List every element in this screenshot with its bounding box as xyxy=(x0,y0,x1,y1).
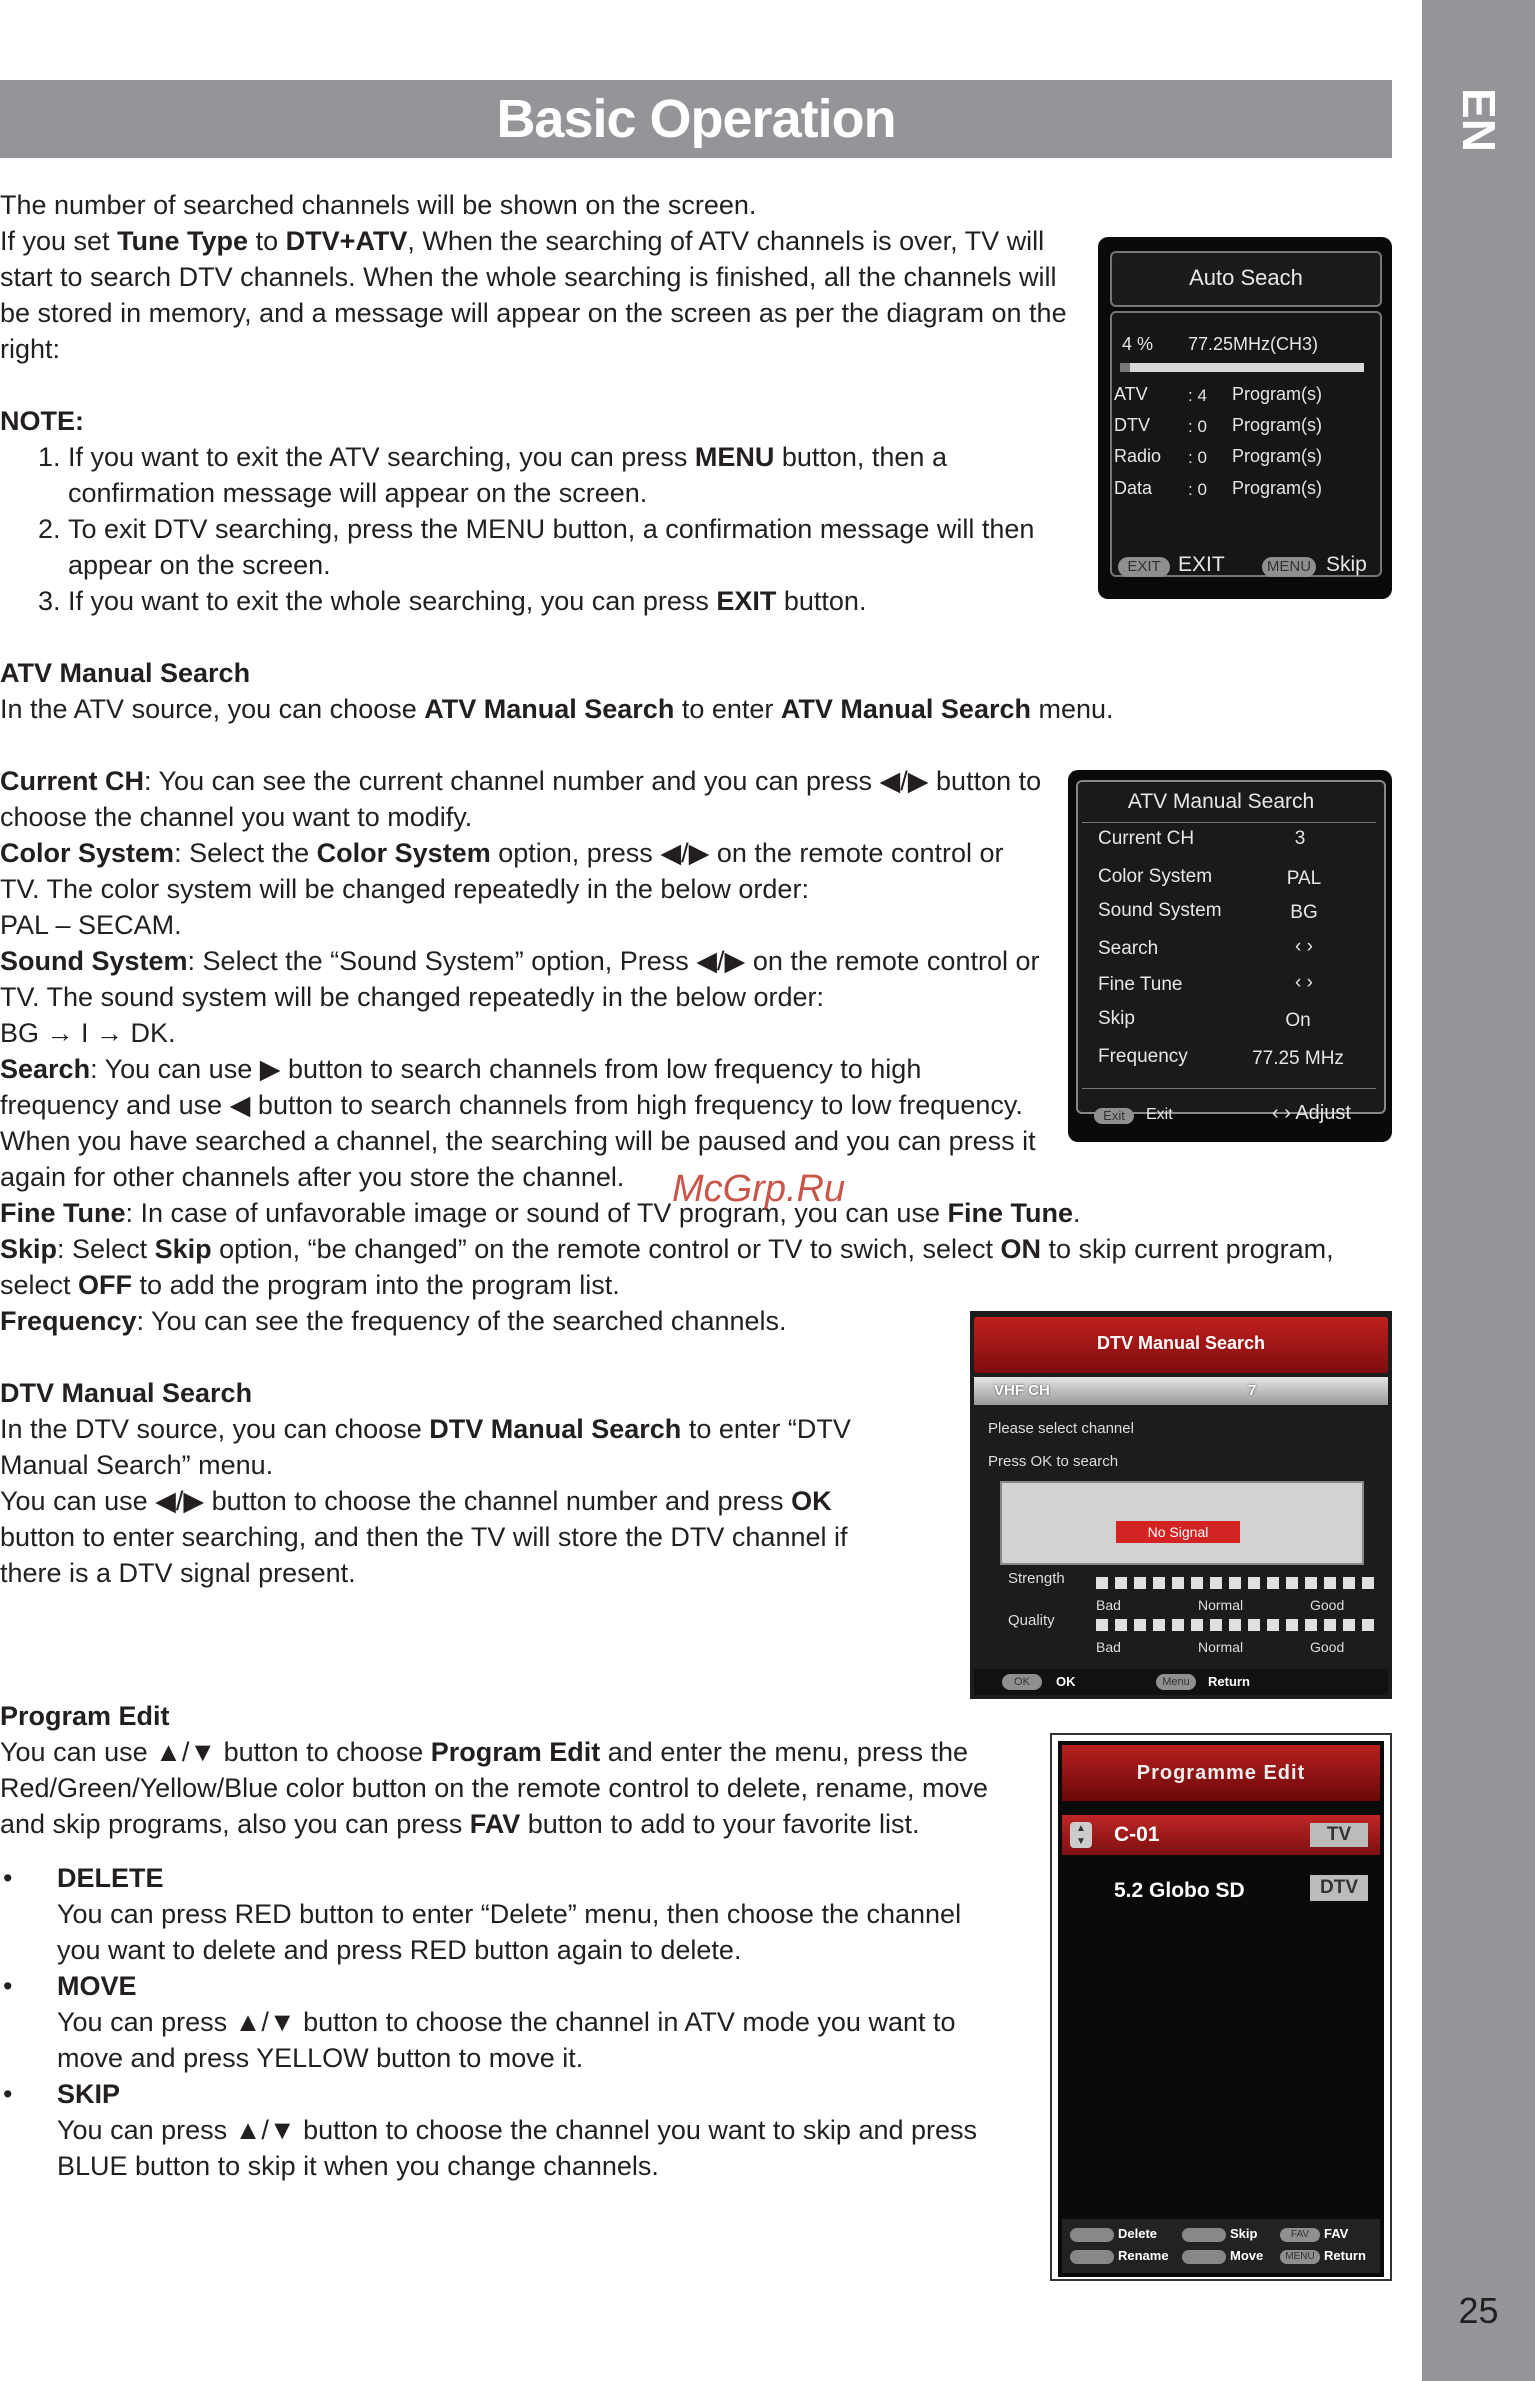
menu-key-icon[interactable]: Menu xyxy=(1156,1674,1196,1690)
bullet-delete: • DELETE You can press RED button to enter “Delete” menu, then choose the channel you want to delete and press RED button again to delete. xyxy=(3,1863,962,1965)
blue-key-icon[interactable] xyxy=(1182,2228,1226,2242)
exit-key-icon[interactable]: Exit xyxy=(1094,1108,1134,1124)
channel-value: 7 xyxy=(1248,1382,1257,1399)
intro-p1: The number of searched channels will be shown on the screen. xyxy=(0,190,757,220)
intro-p2: If you set Tune Type to DTV+ATV, When the searching of ATV channels is over, TV will start to search DTV channels. When the whole searching is finished, all the channels will be stored in memory, and a message will appear on the screen as per the diagram on the right: xyxy=(0,226,1067,364)
osd-title: ATV Manual Search xyxy=(1127,790,1315,813)
bullet-skip: • SKIP You can press ▲/▼ button to choose the channel you want to skip and press BLUE button to skip it when you change channels. xyxy=(3,2079,978,2181)
quality-meter xyxy=(1096,1619,1374,1631)
row-label: ATV xyxy=(1114,384,1148,404)
dtv-msg-select: Please select channel xyxy=(988,1420,1134,1437)
row-label: Data xyxy=(1114,478,1153,498)
osd-dtv-manual-search xyxy=(970,1311,1392,1699)
note-item: 3. If you want to exit the whole searching, you can press EXIT button. xyxy=(68,583,1090,619)
channel-tag-tv: TV xyxy=(1310,1823,1368,1847)
rename-label: Rename xyxy=(1118,2248,1169,2263)
atv-row-value: 3 xyxy=(1294,828,1306,849)
strength-label: Strength xyxy=(1008,1570,1065,1587)
no-signal-badge: No Signal xyxy=(1116,1521,1240,1543)
atv-p1: In the ATV source, you can choose ATV Manual Search to enter ATV Manual Search menu. xyxy=(0,694,1114,724)
language-tab: EN xyxy=(1452,88,1505,152)
search-percent: 4 % xyxy=(1122,334,1154,354)
atv-sound-order: BG → I → DK. xyxy=(0,1018,176,1048)
atv-current-ch: Current CH: You can see the current channel number and you can press ◀/▶ button to choose the channel you want to modify. xyxy=(0,766,1042,832)
dtv-p1: In the DTV source, you can choose DTV Manual Search to enter “DTV Manual Search” menu. xyxy=(0,1414,851,1480)
strength-meter xyxy=(1096,1577,1374,1589)
atv-color-system: Color System: Select the Color System option, press ◀/▶ on the remote control or TV. The color system will be changed repeatedly in the below order: xyxy=(0,838,1004,904)
note-list xyxy=(0,439,1090,619)
atv-row-label: Current CH xyxy=(1098,828,1195,849)
return-label: Return xyxy=(1208,1674,1250,1689)
row-count: : 0 xyxy=(1188,417,1207,436)
prog-p1: You can use ▲/▼ button to choose Program Edit and enter the menu, press the Red/Green/Yellow/Blue color button on the remote control to delete, rename, move and skip programs, also you can press FAV button to add to your favorite list. xyxy=(0,1737,989,1839)
channel-tag-dtv: DTV xyxy=(1310,1875,1368,1901)
green-key-icon[interactable] xyxy=(1070,2250,1114,2264)
fav-label: FAV xyxy=(1324,2226,1349,2241)
menu-key-icon[interactable]: MENU xyxy=(1280,2250,1320,2264)
osd-title: Auto Seach xyxy=(1189,265,1303,290)
osd-atv-manual-search xyxy=(1068,770,1392,1142)
osd-title: DTV Manual Search xyxy=(1096,1333,1266,1353)
row-unit: Program(s) xyxy=(1232,478,1323,498)
divider xyxy=(1082,822,1376,823)
atv-sound-system: Sound System: Select the “Sound System” option, Press ◀/▶ on the remote control or TV. The sound system will be changed repeatedly in the below order: xyxy=(0,946,1040,1012)
row-count: : 4 xyxy=(1188,386,1207,405)
exit-label: Exit xyxy=(1146,1106,1173,1123)
atv-row-value: ‹ › xyxy=(1295,936,1313,957)
dtv-p2: You can use ◀/▶ button to choose the channel number and press OK button to enter searching, and then the TV will store the DTV channel if there is a DTV signal present. xyxy=(0,1486,848,1588)
atv-row-value: 77.25 MHz xyxy=(1252,1048,1344,1069)
adjust-label: ‹ › Adjust xyxy=(1272,1102,1351,1124)
ok-label: OK xyxy=(1056,1674,1076,1689)
osd-programme-edit xyxy=(1050,1733,1392,2281)
atv-row-label: Skip xyxy=(1098,1008,1135,1029)
row-unit: Program(s) xyxy=(1232,384,1323,404)
quality-bad: Bad xyxy=(1096,1639,1121,1655)
strength-good: Good xyxy=(1310,1597,1345,1613)
atv-skip: Skip: Select Skip option, “be changed” on the remote control or TV to swich, select ON to skip current program, select OFF to add the program into the program list. xyxy=(0,1234,1334,1300)
channel-name[interactable]: 5.2 Globo SD xyxy=(1114,1879,1245,1902)
return-label: Return xyxy=(1324,2248,1366,2263)
yellow-key-icon[interactable] xyxy=(1182,2250,1226,2264)
side-tab xyxy=(1422,0,1535,2381)
quality-label: Quality xyxy=(1008,1612,1055,1629)
atv-title: ATV Manual Search xyxy=(0,658,251,688)
quality-normal: Normal xyxy=(1198,1639,1244,1655)
atv-row-label: Sound System xyxy=(1098,900,1222,921)
atv-intro xyxy=(0,655,1160,727)
osd-title: Programme Edit xyxy=(1136,1762,1306,1784)
atv-row-value: On xyxy=(1285,1010,1311,1031)
fav-key-icon[interactable]: FAV xyxy=(1280,2228,1320,2242)
search-progress-track xyxy=(1120,363,1364,372)
atv-frequency: Frequency: You can see the frequency of the searched channels. xyxy=(0,1306,787,1336)
exit-key-icon[interactable]: EXIT xyxy=(1118,557,1170,577)
watermark: McGrp.Ru xyxy=(672,1168,846,1210)
atv-row-label: Fine Tune xyxy=(1098,974,1183,995)
page-number: 25 xyxy=(1458,2290,1499,2331)
dtv-title: DTV Manual Search xyxy=(0,1378,253,1408)
note-title: NOTE: xyxy=(0,406,84,436)
atv-row-label: Search xyxy=(1098,938,1159,959)
atv-row-value: BG xyxy=(1290,902,1318,923)
program-edit-block xyxy=(0,1698,1010,2184)
ok-key-icon[interactable]: OK xyxy=(1002,1674,1042,1690)
atv-search: Search: You can use ▶ button to search channels from low frequency to high frequency and use ◀ button to search channels from high frequency to low frequency. When you have searched a channel, the searching will be paused and you can press it again for other channels after you store the channel. xyxy=(0,1054,1036,1192)
row-unit: Program(s) xyxy=(1232,446,1323,466)
atv-row-value: ‹ › xyxy=(1295,972,1313,993)
osd-auto-search xyxy=(1098,237,1392,599)
red-key-icon[interactable] xyxy=(1070,2228,1114,2242)
row-label: DTV xyxy=(1114,415,1150,435)
row-count: : 0 xyxy=(1188,480,1207,499)
prog-title: Program Edit xyxy=(0,1701,170,1731)
skip-label: Skip xyxy=(1326,553,1367,576)
search-progress-fill xyxy=(1120,363,1130,372)
atv-row-value: PAL xyxy=(1286,868,1322,889)
atv-row-label: Frequency xyxy=(1098,1046,1188,1067)
exit-label: EXIT xyxy=(1178,553,1225,576)
divider xyxy=(1082,1088,1376,1089)
page-title: Basic Operation xyxy=(0,80,1392,158)
atv-color-order: PAL – SECAM. xyxy=(0,910,182,940)
dtv-msg-ok: Press OK to search xyxy=(988,1453,1119,1470)
dtv-block xyxy=(0,1375,905,1591)
skip-label: Skip xyxy=(1230,2226,1258,2241)
channel-name: C-01 xyxy=(1114,1823,1160,1846)
bullet-move: • MOVE You can press ▲/▼ button to choose the channel in ATV mode you want to move and press YELLOW button to move it. xyxy=(3,1971,956,2073)
atv-fine-tune: Fine Tune: In case of unfavorable image or sound of TV program, you can use Fine Tune. xyxy=(0,1198,1081,1228)
atv-row-label: Color System xyxy=(1098,866,1213,887)
note-item: 2. To exit DTV searching, press the MENU button, a confirmation message will then appear on the screen. xyxy=(68,511,1090,583)
menu-key-icon[interactable]: MENU xyxy=(1262,557,1316,577)
atv-details xyxy=(0,763,1045,1195)
quality-good: Good xyxy=(1310,1639,1345,1655)
strength-normal: Normal xyxy=(1198,1597,1244,1613)
strength-bad: Bad xyxy=(1096,1597,1121,1613)
channel-label: VHF CH xyxy=(994,1382,1050,1399)
intro-block xyxy=(0,187,1090,619)
move-label: Move xyxy=(1230,2248,1264,2263)
row-count: : 0 xyxy=(1188,448,1207,467)
search-frequency: 77.25MHz(CH3) xyxy=(1188,334,1319,354)
note-item: 1. If you want to exit the ATV searching, you can press MENU button, then a confirmation message will appear on the screen. xyxy=(68,439,1090,511)
row-unit: Program(s) xyxy=(1232,415,1323,435)
up-down-arrow-icon: ▲ ▼ xyxy=(1070,1822,1092,1848)
delete-label: Delete xyxy=(1118,2226,1158,2241)
row-label: Radio xyxy=(1114,446,1162,466)
